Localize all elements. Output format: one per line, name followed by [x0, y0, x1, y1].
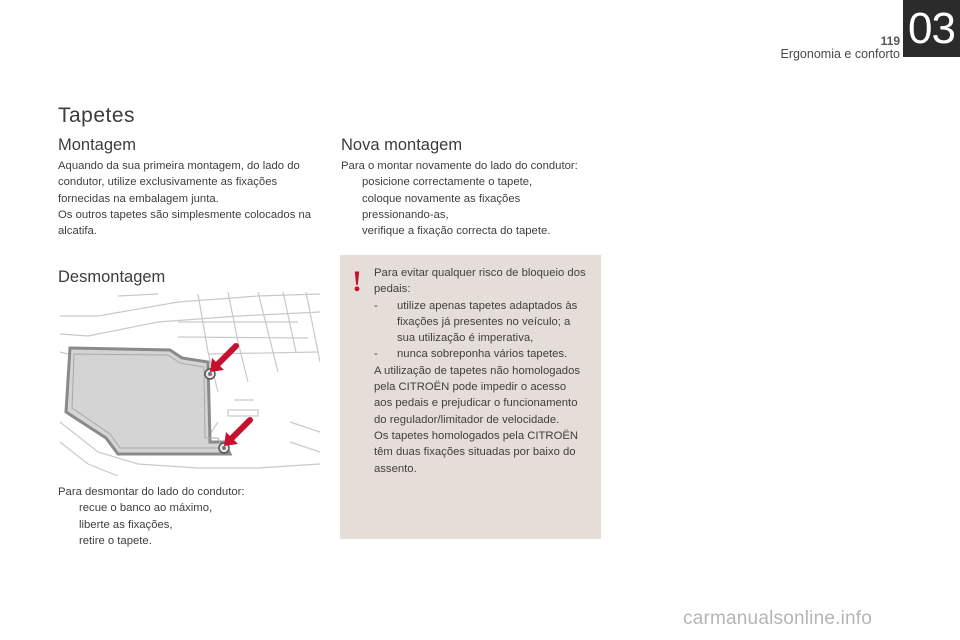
montagem-text — [58, 158, 323, 239]
step-text: retire o tapete. — [79, 534, 152, 547]
arrow-icon — [210, 346, 236, 372]
floor-mat-illustration — [58, 292, 320, 476]
section-title-desmontagem: Desmontagem — [58, 268, 166, 286]
nova-montagem-intro: Para o montar novamente do lado do condutor: — [341, 160, 578, 172]
chapter-tab: 03 — [903, 0, 960, 57]
list-item — [341, 174, 603, 190]
desmontagem-intro: Para desmontar do lado do condutor: — [58, 486, 245, 498]
nova-montagem-steps — [341, 174, 603, 239]
list-item — [58, 517, 328, 533]
dash-marker: - — [374, 299, 378, 312]
nova-montagem-text — [341, 158, 603, 239]
warning-note — [340, 255, 601, 539]
chapter-label: Ergonomia e conforto — [780, 47, 900, 61]
step-text: liberte as fixações, — [79, 518, 173, 531]
section-title-nova-montagem: Nova montagem — [341, 136, 463, 154]
list-item — [374, 298, 594, 347]
warning-intro: Para evitar qualquer risco de bloqueio dos pedais: — [374, 267, 586, 296]
exclamation-icon: ! — [352, 265, 362, 298]
montagem-paragraph-1: Aquando da sua primeira montagem, do lado do condutor, utilize exclusivamente as fixações fornecidas na embalagem junta. — [58, 160, 300, 205]
step-text: coloque novamente as fixações pressionando-as, — [362, 192, 521, 221]
warning-text — [374, 265, 594, 477]
list-item — [58, 533, 328, 549]
list-item — [341, 223, 603, 239]
list-item — [58, 500, 328, 516]
step-text: verifique a fixação correcta do tapete. — [362, 225, 551, 238]
page-title: Tapetes — [58, 104, 136, 127]
section-title-montagem: Montagem — [58, 136, 136, 154]
montagem-paragraph-2: Os outros tapetes são simplesmente colocados na alcatifa. — [58, 208, 312, 238]
warning-list — [374, 298, 594, 363]
desmontagem-steps — [58, 500, 328, 549]
warning-paragraph-1: A utilização de tapetes não homologados pela CITROËN pode impedir o acesso aos pedais e prejudicar o funcionamento do regulador/limitador de velocidade. — [374, 364, 581, 426]
step-text: posicione correctamente o tapete, — [362, 176, 533, 189]
desmontagem-text — [58, 484, 328, 549]
warning-item-text: utilize apenas tapetes adaptados às fixações já presentes no veículo; a sua utilização é imperativa, — [397, 299, 578, 345]
dash-marker: - — [374, 348, 378, 361]
step-text: recue o banco ao máximo, — [79, 502, 213, 515]
list-item — [341, 191, 603, 224]
list-item — [374, 346, 594, 362]
warning-paragraph-2: Os tapetes homologados pela CITROËN têm duas fixações situadas por baixo do assento. — [374, 429, 579, 475]
page-number: 119 — [880, 34, 900, 48]
watermark: carmanualsonline.info — [683, 608, 873, 629]
arrow-icon — [224, 420, 250, 446]
warning-item-text: nunca sobreponha vários tapetes. — [397, 348, 568, 361]
